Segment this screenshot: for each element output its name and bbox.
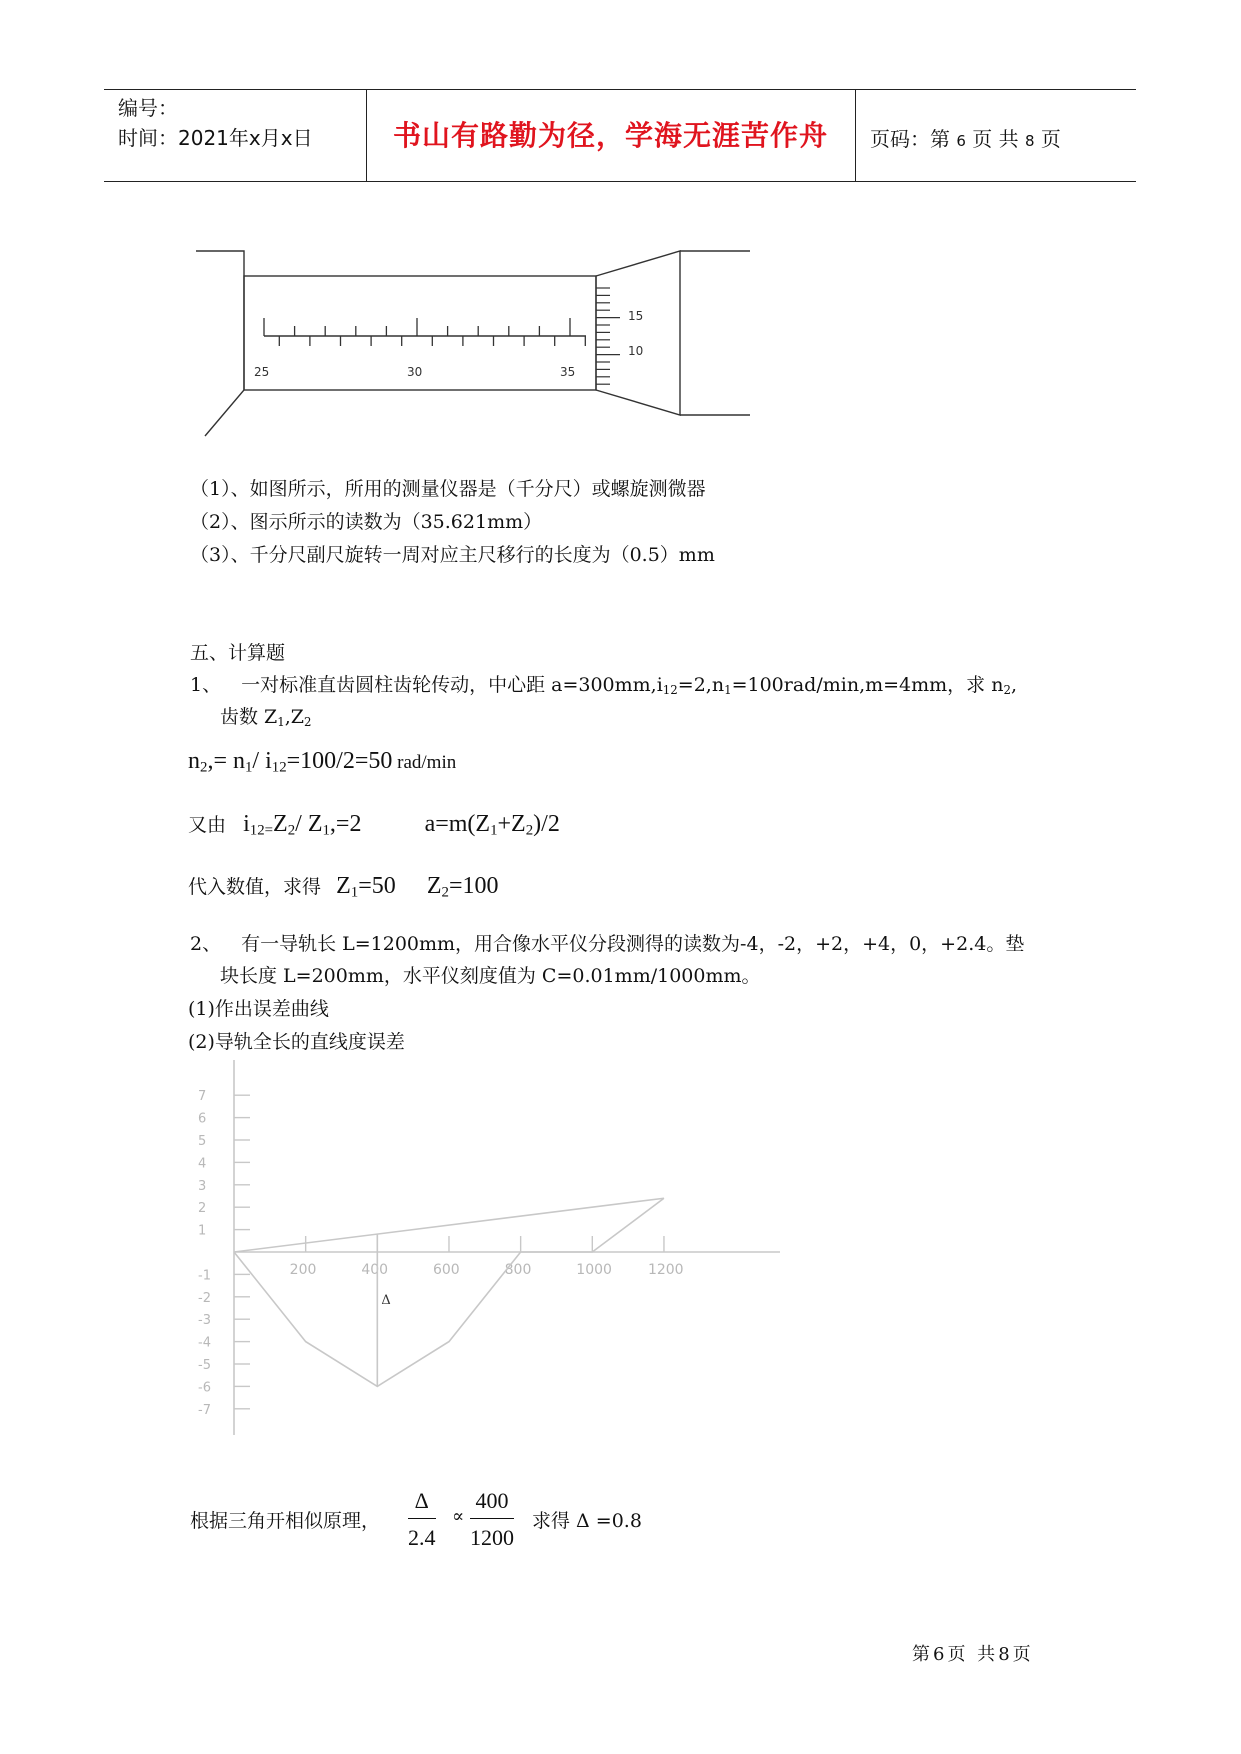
error-curve-line (234, 1198, 664, 1386)
eq-prefix: 代入数值，求得 (188, 876, 322, 898)
x-tick-label: 1200 (647, 1262, 684, 1278)
subscript: 12 (662, 682, 678, 697)
problem-2-sub-2: (2)导轨全长的直线度误差 (188, 1031, 405, 1053)
page-footer (912, 1640, 1034, 1666)
page-total: 8 (1024, 132, 1035, 150)
eq-unit: rad/min (392, 752, 457, 773)
y-tick-label: 4 (198, 1156, 207, 1172)
serial-label: 编号： (118, 96, 178, 120)
eq-text: / i (252, 748, 272, 774)
eq-text: +Z (497, 811, 526, 837)
problem-text: 一对标准直齿圆柱齿轮传动，中心距 a=300mm,i (241, 674, 663, 696)
subscript: 2 (200, 759, 208, 776)
header-top-rule (104, 89, 1136, 90)
x-tick-label: 200 (289, 1262, 317, 1278)
y-tick-label: 6 (198, 1111, 207, 1127)
final-prefix: 根据三角开相似原理， (190, 1510, 381, 1532)
eq-text: Z (336, 873, 351, 899)
fraction-numerator: Δ (408, 1488, 436, 1519)
y-tick-label: -4 (198, 1335, 211, 1351)
page-mid: 页 共 (972, 127, 1019, 151)
problem-1-line-2 (220, 704, 312, 735)
eq-text: =50 (358, 873, 396, 899)
problem-number: 2、 (190, 933, 222, 955)
header-divider-left (366, 90, 367, 182)
subscript: 1 (724, 682, 732, 697)
y-tick-label: 5 (198, 1134, 207, 1149)
delta-label: Δ (381, 1293, 391, 1308)
eq-text: =100/2=50 (286, 748, 393, 774)
y-tick-label: 3 (198, 1178, 207, 1194)
equation-1 (188, 748, 456, 777)
footer-text: 页 共 (947, 1644, 999, 1665)
y-tick-label: -2 (198, 1290, 211, 1306)
problem-text: , (1010, 674, 1017, 696)
q4-line-2: （2）、图示所示的读数为（35.621mm） (190, 511, 543, 533)
footer-page-total: 8 (998, 1644, 1013, 1665)
subscript: 1 (490, 822, 498, 839)
y-tick-label: 1 (198, 1223, 207, 1239)
footer-text: 第 (912, 1644, 933, 1665)
eq-text: / Z (295, 811, 323, 837)
eq-text: i (243, 811, 250, 837)
page-suffix: 页 (1040, 127, 1061, 151)
section-title: 五、计算题 (190, 642, 286, 664)
header-page-info (870, 123, 1061, 152)
header-meta (118, 93, 313, 153)
problem-2-line-2: 块长度 L=200mm，水平仪刻度值为 C=0.01mm/1000mm。 (220, 965, 761, 987)
problem-text: 有一导轨长 L=1200mm，用合像水平仪分段测得的读数为-4，-2，+2，+4，0，+2.4。垫 (241, 933, 1025, 955)
y-tick-label: -6 (198, 1380, 211, 1396)
header-motto: 书山有路勤为径，学海无涯苦作舟 (392, 119, 828, 152)
problem-2-sub-1: (1)作出误差曲线 (188, 998, 329, 1020)
subscript: 1 (322, 822, 330, 839)
fraction-numerator: 400 (470, 1488, 514, 1519)
eq-text: n (188, 748, 200, 774)
x-tick-label: 1000 (576, 1262, 612, 1278)
subscript: 12= (249, 822, 274, 839)
eq-text: Z (426, 873, 442, 899)
header-bottom-rule (104, 181, 1136, 182)
main-tick-label: 35 (560, 365, 576, 379)
problem-text: 齿数 Z (220, 706, 278, 728)
x-tick-label: 600 (432, 1262, 460, 1278)
equation-3 (188, 873, 499, 902)
x-tick-label: 400 (361, 1262, 389, 1278)
final-result: 求得 Δ =0.8 (532, 1510, 642, 1532)
footer-text: 页 (1012, 1644, 1034, 1665)
problem-1-line-1 (190, 672, 1017, 703)
thimble-tick-label: 15 (628, 309, 644, 323)
subscript: 1 (277, 714, 285, 729)
eq-text: a=m(Z (424, 811, 491, 837)
subscript: 2 (441, 884, 449, 901)
y-tick-label: 2 (198, 1201, 207, 1217)
eq-text: )/2 (533, 811, 560, 837)
eq-prefix: 又由 (188, 814, 227, 836)
subscript: 1 (350, 884, 359, 901)
problem-text: ,Z (284, 706, 304, 728)
subscript: 2 (525, 822, 534, 839)
eq-text: ,=2 (329, 811, 362, 837)
y-tick-label: -5 (198, 1358, 211, 1373)
thimble-tick-label: 10 (628, 344, 644, 358)
subscript: 2 (1003, 682, 1011, 697)
problem-number: 1、 (190, 674, 222, 696)
fraction-length (470, 1488, 514, 1551)
y-tick-label: -3 (198, 1313, 211, 1329)
fraction-denominator: 2.4 (408, 1525, 436, 1550)
subscript: 12 (271, 759, 287, 776)
subscript: 2 (287, 822, 296, 839)
error-curve-chart (180, 1060, 800, 1440)
problem-text: =100rad/min,m=4mm，求 n (731, 674, 1004, 696)
header-divider-right (855, 90, 856, 182)
equation-2 (188, 811, 560, 840)
y-tick-label: -7 (198, 1402, 211, 1418)
eq-text: Z (273, 811, 288, 837)
fraction-denominator: 1200 (470, 1525, 514, 1550)
fraction-delta (408, 1488, 436, 1551)
y-tick-label: -1 (198, 1268, 211, 1284)
page-prefix: 页码：第 (870, 127, 950, 151)
eq-text: ,= n (207, 748, 245, 774)
problem-text: =2,n (677, 674, 725, 696)
y-tick-label: 7 (198, 1089, 207, 1105)
footer-page-number: 6 (933, 1644, 948, 1665)
eq-text: =100 (448, 873, 499, 899)
q4-line-1: （1）、如图所示，所用的测量仪器是（千分尺）或螺旋测微器 (190, 478, 706, 500)
x-tick-label: 800 (504, 1262, 532, 1278)
subscript: 1 (244, 759, 253, 776)
page-number: 6 (956, 132, 966, 150)
problem-2-line-1 (190, 931, 1024, 957)
q4-line-3: （3）、千分尺副尺旋转一周对应主尺移行的长度为（0.5）mm (190, 544, 715, 566)
main-tick-label: 25 (254, 365, 270, 379)
subscript: 2 (304, 714, 312, 729)
time-label: 时间：2021年x月x日 (118, 126, 313, 150)
proportional-symbol: ∝ (452, 1506, 465, 1527)
main-tick-label: 30 (407, 365, 423, 379)
micrometer-figure (190, 240, 760, 445)
